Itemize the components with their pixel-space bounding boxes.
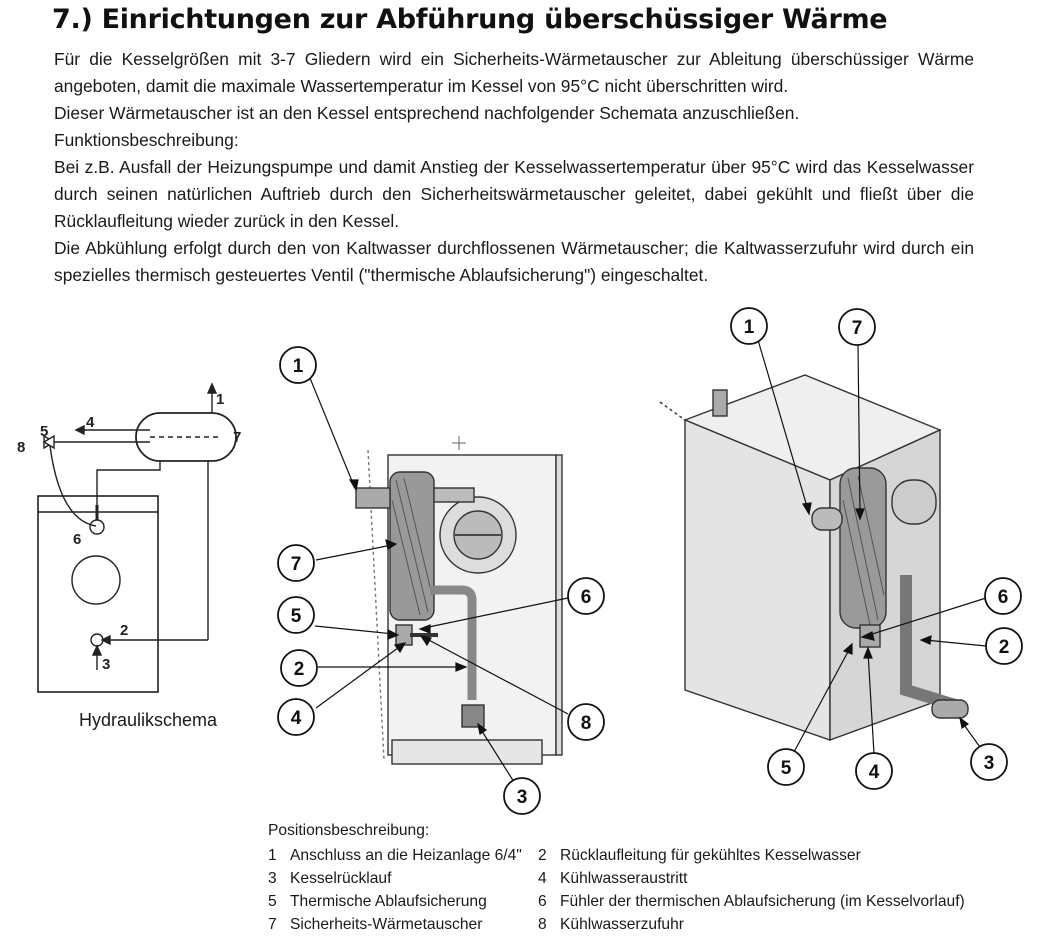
- callout-4-right: 4: [868, 762, 880, 783]
- schema-label-1: 1: [216, 391, 225, 408]
- schema-label-5: 5: [40, 423, 49, 440]
- boiler-side-view: [356, 450, 562, 764]
- legend-num: 2: [538, 847, 547, 864]
- schema-label-2: 2: [120, 622, 129, 639]
- legend-num: 7: [268, 916, 277, 933]
- legend-num: 1: [268, 847, 277, 864]
- legend-item: [538, 867, 978, 890]
- section-heading: 7.) Einrichtungen zur Abführung überschüssiger Wärme: [52, 4, 888, 35]
- legend-item: [268, 844, 538, 867]
- legend-num: 5: [268, 893, 277, 910]
- callout-1-middle: 1: [292, 356, 304, 377]
- callout-6-middle: 6: [580, 587, 592, 608]
- callout-5-right: 5: [780, 758, 792, 779]
- legend-text: Kesselrücklauf: [290, 870, 392, 887]
- legend-text: Kühlwasseraustritt: [560, 870, 688, 887]
- legend-num: 4: [538, 870, 547, 887]
- callout-1-right: 1: [743, 317, 755, 338]
- legend-text: Kühlwasserzufuhr: [560, 916, 684, 933]
- legend-text: Anschluss an die Heizanlage 6/4": [290, 847, 522, 864]
- callout-3-middle: 3: [516, 787, 528, 808]
- schema-label-3: 3: [102, 656, 111, 673]
- legend-num: 6: [538, 893, 547, 910]
- legend-item: [268, 867, 538, 890]
- legend-item: [538, 913, 978, 936]
- callout-7-middle: 7: [290, 554, 302, 575]
- paragraph-function: Bei z.B. Ausfall der Heizungspumpe und damit Anstieg der Kesselwassertemperatur über 95°C wird das Kesselwasser durch seinen natürlichen Auftrieb durch den Sicherheitswärmetauscher geleitet, dabei gekühlt und fließt über die Rücklaufleitung wieder zurück in den Kessel.: [54, 157, 974, 231]
- schema-caption: Hydraulikschema: [79, 710, 218, 730]
- legend-item: [268, 913, 538, 936]
- schema-label-4: 4: [86, 414, 95, 431]
- legend-item: [268, 890, 538, 913]
- callout-2-right: 2: [998, 637, 1010, 658]
- callout-2-middle: 2: [293, 659, 305, 680]
- legend-num: 8: [538, 916, 547, 933]
- callout-3-right: 3: [983, 753, 995, 774]
- position-legend: [268, 819, 978, 936]
- legend-item: [538, 890, 978, 913]
- callout-7-right: 7: [851, 318, 863, 339]
- callout-4-middle: 4: [290, 708, 302, 729]
- callout-5-middle: 5: [290, 606, 302, 627]
- paragraph-intro: Für die Kesselgrößen mit 3-7 Gliedern wird ein Sicherheits-Wärmetauscher zur Ableitung überschüssiger Wärme angeboten, damit die maximale Wassertemperatur im Kessel von 95°C nicht überschritten wird.: [54, 49, 974, 96]
- hydraulic-schema: [38, 384, 236, 692]
- paragraph-connection: Dieser Wärmetauscher ist an den Kessel entsprechend nachfolgender Schemata anzuschließen.: [54, 103, 800, 123]
- callout-8-middle: 8: [580, 713, 592, 734]
- boiler-3d-view: [660, 375, 968, 740]
- paragraph-cooling: Die Abkühlung erfolgt durch den von Kaltwasser durchflossenen Wärmetauscher; die Kaltwasserzufuhr wird durch ein spezielles thermisch gesteuertes Ventil ("thermische Ablaufsicherung") eingeschaltet.: [54, 238, 974, 285]
- legend-item: [538, 844, 978, 867]
- legend-num: 3: [268, 870, 277, 887]
- schema-label-6: 6: [73, 531, 82, 548]
- legend-text: Thermische Ablaufsicherung: [290, 893, 487, 910]
- callout-6-right: 6: [997, 587, 1009, 608]
- paragraph-function-heading: Funktionsbeschreibung:: [54, 130, 239, 150]
- legend-title: Positionsbeschreibung:: [268, 822, 430, 839]
- crosshair-mark: [452, 436, 466, 450]
- legend-text: Rücklaufleitung für gekühltes Kesselwasser: [560, 847, 861, 864]
- schema-label-8: 8: [17, 439, 26, 456]
- legend-text: Fühler der thermischen Ablaufsicherung (im Kesselvorlauf): [560, 893, 965, 910]
- schema-label-7: 7: [233, 429, 242, 446]
- legend-text: Sicherheits-Wärmetauscher: [290, 916, 483, 933]
